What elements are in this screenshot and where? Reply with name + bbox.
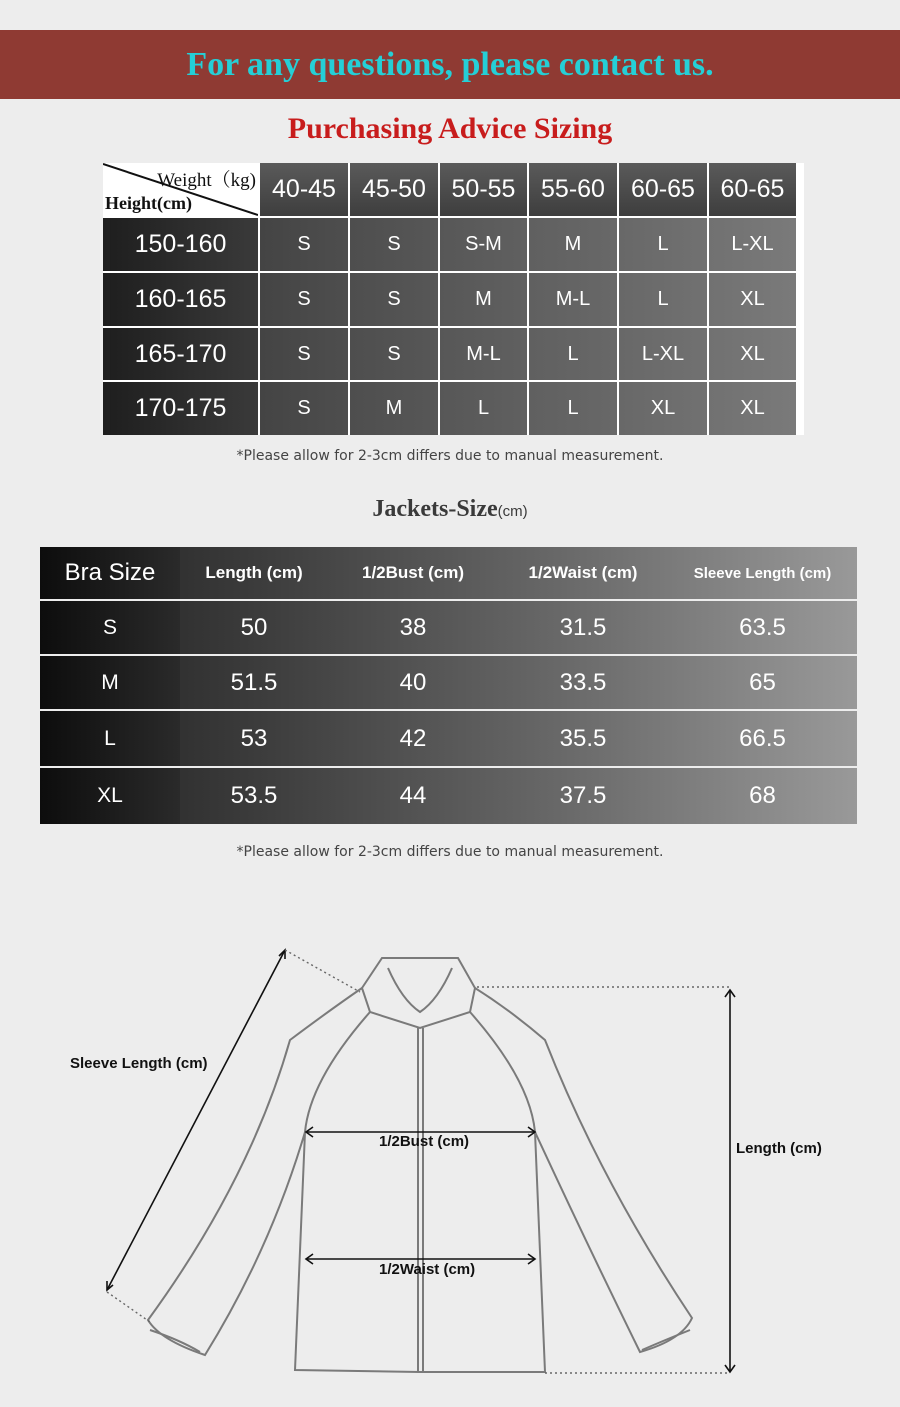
weight-header: 40-45 xyxy=(260,163,348,216)
height-row-header: 150-160 xyxy=(103,218,258,271)
jackets-title xyxy=(0,496,900,523)
size-cell: M xyxy=(350,382,438,435)
jackets-value-cell: 68 xyxy=(749,782,776,809)
jackets-header-cell: Length (cm) xyxy=(205,563,303,582)
jackets-size-label: S xyxy=(40,601,180,654)
jackets-size-label: XL xyxy=(40,768,180,824)
table-corner-cell xyxy=(103,163,258,216)
jackets-value-cell: 44 xyxy=(399,782,427,809)
jackets-value-cell: 66.5 xyxy=(739,724,786,752)
height-row-header: 165-170 xyxy=(103,328,258,380)
jackets-note: *Please allow for 2-3cm differs due to manual measurement. xyxy=(236,844,664,860)
jackets-value-cell: 35.5 xyxy=(559,724,607,752)
weight-header: 60-65 xyxy=(709,163,796,216)
jackets-table-row xyxy=(40,768,857,824)
jackets-value-cell: 37.5 xyxy=(559,782,607,809)
size-cell: M xyxy=(529,218,617,271)
size-cell: XL xyxy=(619,382,707,435)
size-cell: S xyxy=(260,382,348,435)
size-cell: L-XL xyxy=(709,218,796,271)
size-cell: L xyxy=(619,218,707,271)
jackets-header-cell: Bra Size xyxy=(40,547,180,599)
jackets-header-cell: 1/2Bust (cm) xyxy=(361,563,465,582)
advice-note: *Please allow for 2-3cm differs due to manual measurement. xyxy=(236,448,664,464)
size-cell: L xyxy=(619,273,707,326)
size-cell: M-L xyxy=(529,273,617,326)
size-cell: XL xyxy=(709,328,796,380)
size-cell: XL xyxy=(709,273,796,326)
length-label: Length (cm) xyxy=(736,1140,822,1157)
size-cell: M xyxy=(440,273,527,326)
jackets-value-cell: 53 xyxy=(240,724,268,752)
jackets-header-row xyxy=(40,547,857,599)
sleeve-length-label: Sleeve Length (cm) xyxy=(70,1055,208,1072)
size-cell: M-L xyxy=(440,328,527,380)
jackets-value-cell: 51.5 xyxy=(230,668,278,696)
size-cell: XL xyxy=(709,382,796,435)
size-cell: S xyxy=(260,328,348,380)
jackets-header-cell: Sleeve Length (cm) xyxy=(693,564,832,582)
size-cell: S xyxy=(350,218,438,271)
jackets-value-cell: 33.5 xyxy=(559,668,607,696)
corner-height-label: Height(cm) xyxy=(105,193,192,213)
size-cell: L-XL xyxy=(619,328,707,380)
contact-banner-text: For any questions, please contact us. xyxy=(186,45,714,83)
jackets-title-unit: (cm) xyxy=(497,503,528,520)
size-cell: L xyxy=(529,328,617,380)
size-cell: S xyxy=(350,273,438,326)
size-cell: S xyxy=(350,328,438,380)
height-row-header: 170-175 xyxy=(103,382,258,435)
waist-label: 1/2Waist (cm) xyxy=(379,1261,476,1278)
jackets-value-cell: 42 xyxy=(399,724,427,752)
bust-label: 1/2Bust (cm) xyxy=(379,1133,470,1150)
size-cell: S xyxy=(260,273,348,326)
jacket-measurement-diagram xyxy=(0,900,900,1402)
advice-title: Purchasing Advice Sizing xyxy=(287,112,613,145)
jackets-size-table xyxy=(40,547,857,824)
jackets-table-row xyxy=(40,711,857,766)
jackets-value-cell: 63.5 xyxy=(739,613,786,641)
jackets-value-cell: 38 xyxy=(399,613,427,641)
corner-weight-label: Weight（kg) xyxy=(157,170,256,191)
jackets-title-text: Jackets-Size xyxy=(372,496,498,522)
jackets-value-cell: 40 xyxy=(399,668,427,696)
jackets-value-cell: 65 xyxy=(749,668,776,696)
jackets-table-row xyxy=(40,601,857,654)
contact-banner xyxy=(0,30,900,99)
jackets-value-cell: 31.5 xyxy=(559,613,607,641)
weight-header: 45-50 xyxy=(350,163,438,216)
advice-size-table xyxy=(103,163,804,435)
jackets-value-cell: 50 xyxy=(240,613,268,641)
jackets-size-label: L xyxy=(40,711,180,766)
jackets-header-cell: 1/2Waist (cm) xyxy=(528,563,638,582)
size-cell: S xyxy=(260,218,348,271)
size-cell: L xyxy=(529,382,617,435)
height-row-header: 160-165 xyxy=(103,273,258,326)
jackets-table-row xyxy=(40,656,857,709)
jackets-size-label: M xyxy=(40,656,180,709)
weight-header: 50-55 xyxy=(440,163,527,216)
jackets-value-cell: 53.5 xyxy=(230,782,278,809)
size-cell: L xyxy=(440,382,527,435)
weight-header: 60-65 xyxy=(619,163,707,216)
size-cell: S-M xyxy=(440,218,527,271)
weight-header: 55-60 xyxy=(529,163,617,216)
